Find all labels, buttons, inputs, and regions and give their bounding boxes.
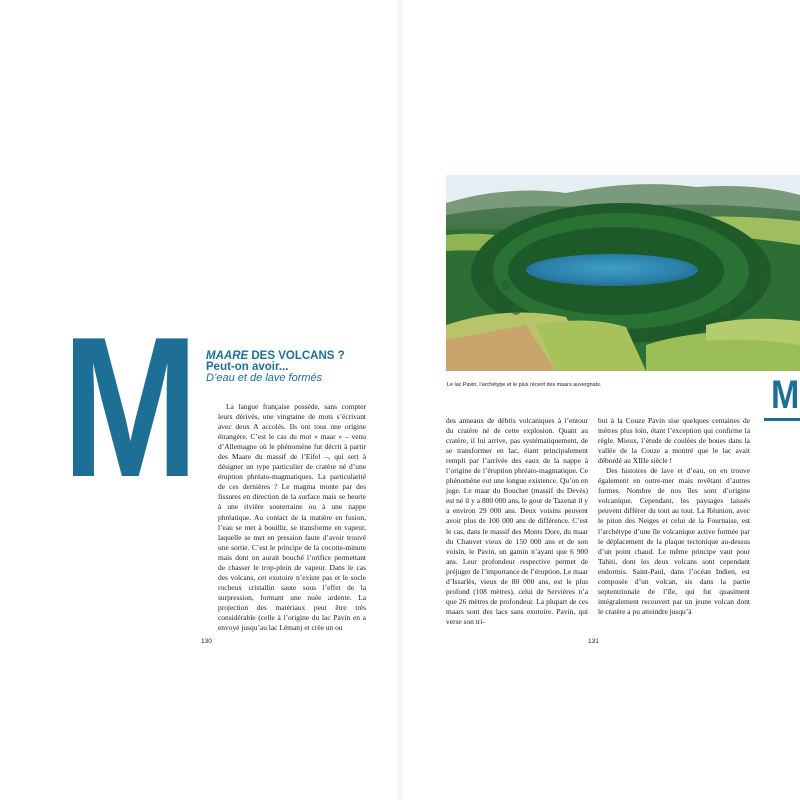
photo-caption: Le lac Pavin, l’archétype et le plus récent des maars auvergnats. [447,382,602,388]
page-number-left: 130 [201,638,212,645]
book-gutter [396,0,404,800]
big-initial-letter: M [62,296,194,519]
paragraph: La langue française possède, sans compter leurs dérivés, une vingtaine de mots s’écrivant avec deux A accolés. Ils ont tous une origine étrangère. C’est le cas du mot « maar » – venu d’Allemagne où le phénomène fut décrit à partir des Maare du massif de l’Eifel –, qui sert à désigner un type particulier de cratère né d’une éruption phréato-magmatiques. La particularité de ces dernières ? Le magma monte par des fissures en direction de la surface mais se heurte à une rivière souterraine ou à une nappe phréatique. Au contact de la matière en fusion, l’eau se met à bouillir, se transforme en vapeur, laquelle se met en pression faute d’avoir trouvé une sortie. C’est le principe de la cocotte-minute mais dont on aurait bouché l’orifice permettant de chasser le trop-plein de vapeur. Dans le cas des volcans, cet exutoire n’existe pas et le socle rocheux cristallin saute sous l’effet de la surpression, formant une nuée ardente. La projection des matériaux peut être très considérable (celle à l’origine du lac Pavin en a envoyé jusqu’au lac Léman) et crée un ou [218,402,366,633]
chapter-tab-bar [764,418,800,421]
page-number-right: 131 [588,638,599,645]
article-heading [206,351,376,384]
paragraph: des anneaux de débris volcaniques à l’entour du cratère né de cette explosion. Quant au cratère, il lui arrive, pas systématiquement, de se transformer en lac, étant principalement rempli par l’arrivée des eaux de la nappe à l’origine de l’éruption phréato-magmatique. Ce phénomène eut une longue existence. Qu’on en juge. Le maar du Bouchet (massif du Devès) est né il y a 800 000 ans, le gour de Tazenat il y a environ 29 000 ans. Deux voisins peuvent avoir plus de 100 000 ans de différence. C’est le cas, dans le massif des Monts Dore, du maar du Chauvet vieux de 150 000 ans et de son voisin, le Pavin, un gamin n’ayant que 6 900 ans. Leur profondeur respective permet de préjuger de l’importance de l’éruption. Le maar d’Issarlès, vieux de 80 000 ans, est le plus profond (108 mètres), celui de Servières n’a que 26 mètres de profondeur. La plupart de ces maars sont des lacs sans exutoire. Pavin, qui verse son tri- [446,416,588,626]
text-column-1 [218,402,366,633]
lake-photo [446,175,800,371]
text-column-3 [598,416,750,617]
article-title-italic: MAARE [206,350,249,362]
chapter-tab [764,375,800,415]
paragraph: Des histoires de lave et d’eau, on en trouve également en outre-mer mais revêtant d’autres formes. Nombre de nos îles sont d’origine volcanique. Cependant, les paysages laissés peuvent différer du tout au tout. La Réunion, avec le piton des Neiges et celui de la Fournaise, est l’archétype d’une île volcanique active formée par le déplacement de la plaque tectonique au-dessus d’un point chaud. Le même principe vaut pour Tahiti, dont les deux volcans sont cependant endormis. Saint-Paul, dans l’océan Indien, est composée d’un volcan, sis dans la partie septentrionale de l’île, qui fut quasiment intégralement recouvert par un jeune volcan dont le cratère a pu atteindre jusqu’à [598,466,750,616]
chapter-letter: M [771,373,800,417]
article-tagline: D’eau et de lave formés [206,372,323,384]
article-title-rest: DES VOLCANS ? [248,350,345,362]
text-column-2 [446,416,588,627]
right-page [400,0,800,800]
article-subtitle: Peut-on avoir... [206,361,289,373]
lake-photo-image [446,175,800,371]
paragraph: but à la Couze Pavin sise quelques centaines de mètres plus loin, étant l’exception qui confirme la règle. Mieux, l’étude de coulées de boues dans la vallée de la Couze a montré que le lac avait débordé au XIIIe siècle ! [598,416,750,466]
